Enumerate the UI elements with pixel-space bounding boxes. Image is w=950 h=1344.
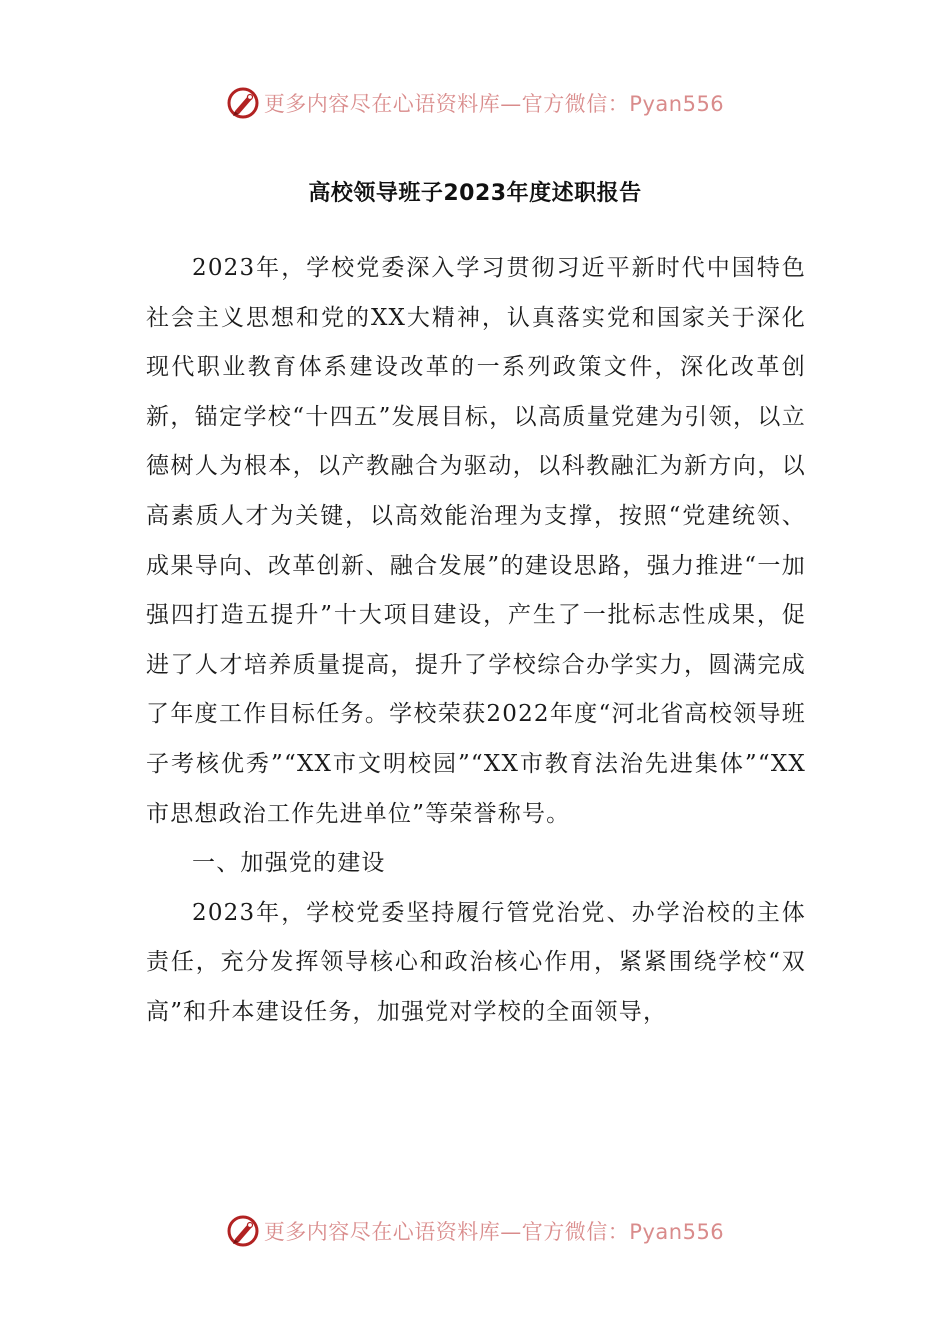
watermark-text: 更多内容尽在心语资料库—官方微信：Pyan556 (263, 1220, 725, 1244)
watermark-text: 更多内容尽在心语资料库—官方微信：Pyan556 (263, 92, 725, 116)
paragraph-party-building: 2023年，学校党委坚持履行管党治党、办学治校的主体责任，充分发挥领导核心和政治核心作用，紧紧围绕学校“双高”和升本建设任务，加强党对学校的全面领导， (146, 899, 806, 1025)
section-heading: 一、加强党的建设 (192, 850, 386, 877)
document-title: 高校领导班子2023年度述职报告 (308, 181, 642, 206)
paragraph-intro: 2023年，学校党委深入学习贯彻习近平新时代中国特色社会主义思想和党的XX大精神，认真落实党和国家关于深化现代职业教育体系建设改革的一系列政策文件，深化改革创新，锚定学校“十四五”发展目标，以高质量党建为引领，以立德树人为根本，以产教融合为驱动，以科教融汇为新方向，以高素质人才为关键，以高效能治理为支撑，按照“党建统领、成果导向、改革创新、融合发展”的建设思路，强力推进“一加强四打造五提升”十大项目建设，产生了一批标志性成果，促进了人才培养质量提高，提升了学校综合办学实力，圆满完成了年度工作目标任务。学校荣获2022年度“河北省高校领导班子考核优秀”“XX市文明校园”“XX市教育法治先进集体”“XX市思想政治工作先进单位”等荣誉称号。 (146, 255, 806, 827)
document-body (146, 244, 806, 1038)
watermark-banner-bottom (0, 1206, 950, 1256)
pen-logo-icon (226, 86, 260, 120)
watermark-banner-top (0, 78, 950, 128)
pen-logo-icon (226, 1214, 260, 1248)
